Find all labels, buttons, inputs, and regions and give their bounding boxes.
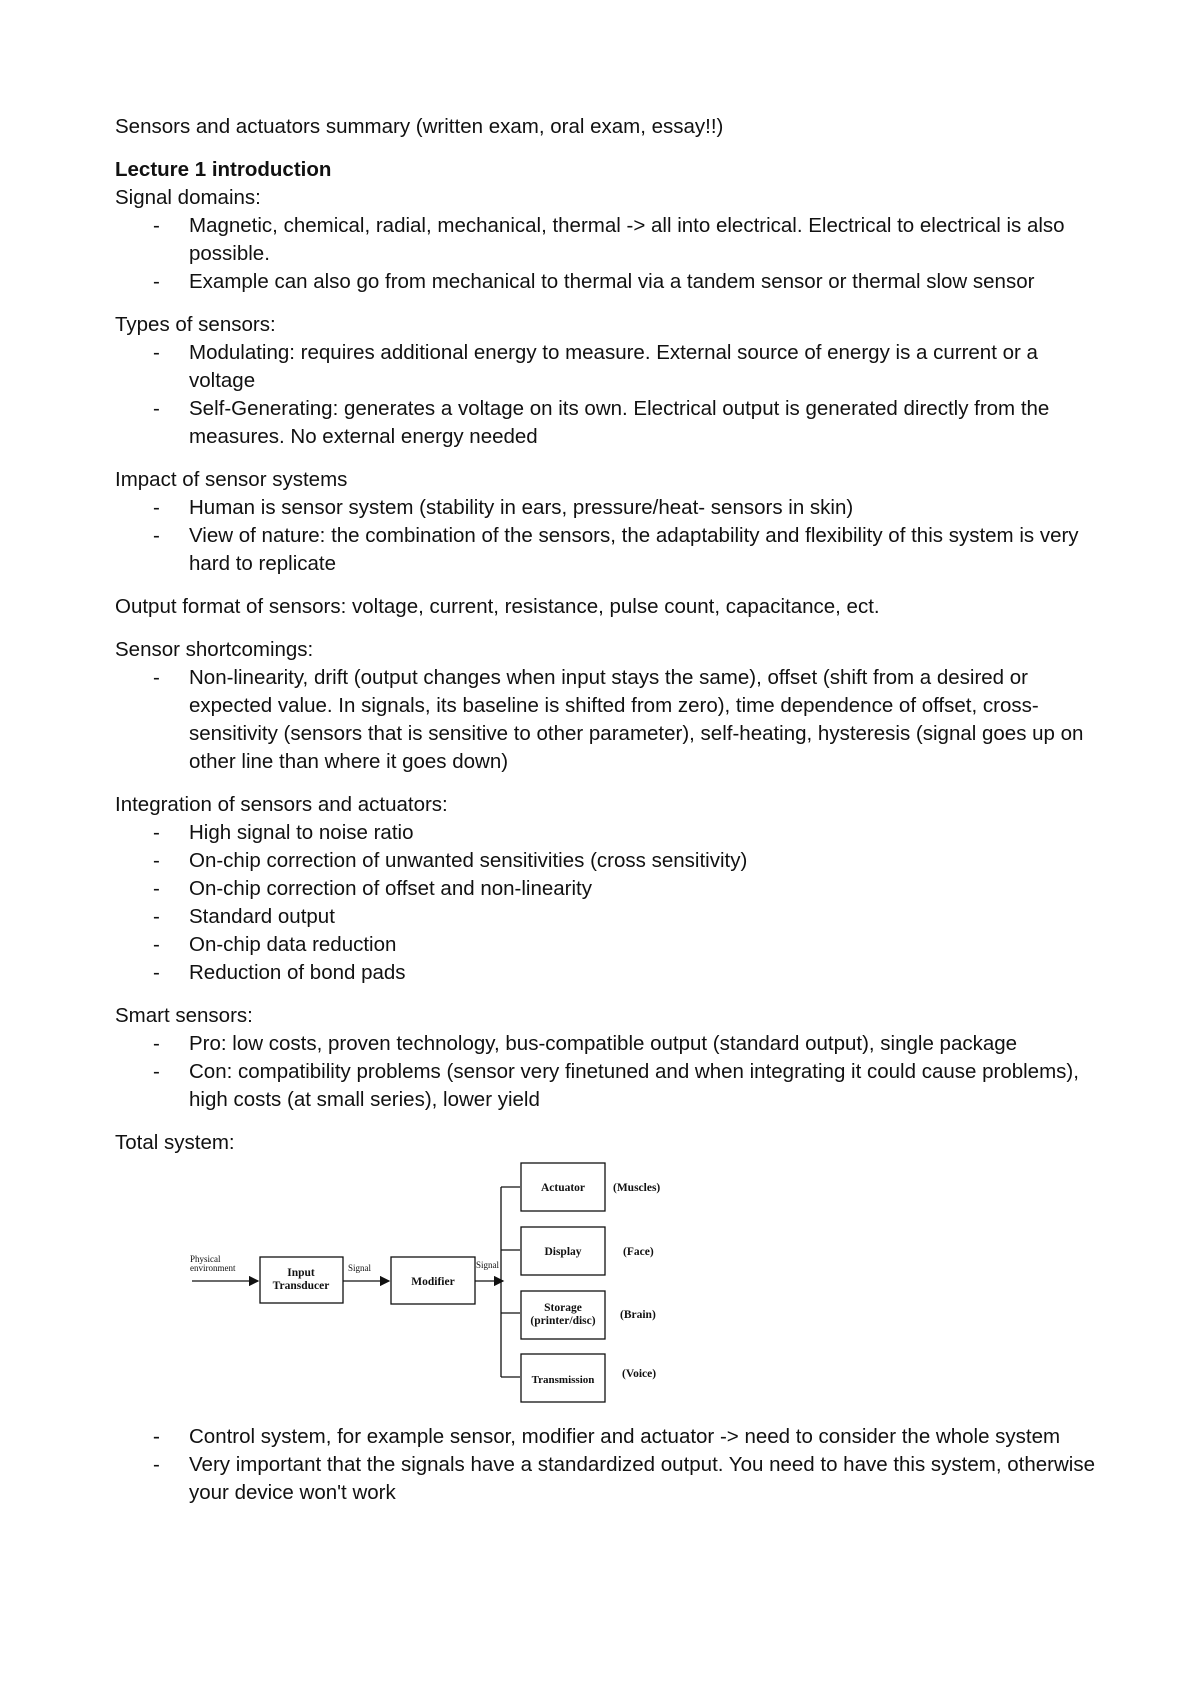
list-item: - Standard output [115,903,1100,931]
bullet-list [115,1423,1100,1507]
list-item: - Magnetic, chemical, radial, mechanical, thermal -> all into electrical. Electrical to electrical is also possible. [115,212,1100,268]
list-item: - Control system, for example sensor, modifier and actuator -> need to consider the whole system [115,1423,1100,1451]
section-integration [115,791,1100,987]
section-title: Signal domains: [115,186,261,209]
section-smart-sensors [115,1002,1100,1114]
block-diagram [190,1161,660,1423]
section-output-format [115,593,1100,621]
display-analogy: (Face) [623,1246,654,1258]
total-system-diagram [115,1161,1100,1423]
list-item: - View of nature: the combination of the sensors, the adaptability and flexibility of this system is very hard to replicate [115,522,1100,578]
input-transducer-label: Input [287,1267,315,1279]
input-transducer-label: Transducer [272,1280,330,1292]
env-label: Physical [190,1254,221,1264]
section-title: Total system: [115,1131,235,1154]
section-total-system [115,1129,1100,1507]
signal-label: Signal [348,1263,372,1273]
output-format-text: Output format of sensors: voltage, current, resistance, pulse count, capacitance, ect. [115,595,880,618]
section-title: Impact of sensor systems [115,468,348,491]
list-item: - On-chip correction of offset and non-linearity [115,875,1100,903]
bullet-list [115,664,1100,776]
bullet-list [115,212,1100,296]
section-title: Integration of sensors and actuators: [115,793,448,816]
list-item: - Example can also go from mechanical to thermal via a tandem sensor or thermal slow sensor [115,268,1100,296]
document-title: Sensors and actuators summary (written exam, oral exam, essay!!) [115,115,724,138]
list-item: - Pro: low costs, proven technology, bus-compatible output (standard output), single package [115,1030,1100,1058]
list-item: - Reduction of bond pads [115,959,1100,987]
display-label: Display [544,1246,582,1258]
section-shortcomings [115,636,1100,776]
bullet-list [115,1030,1100,1114]
list-item: - Con: compatibility problems (sensor very finetuned and when integrating it could cause problems), high costs (at small series), lower yield [115,1058,1100,1114]
transmission-label: Transmission [531,1374,595,1386]
bullet-list [115,494,1100,578]
list-item: - High signal to noise ratio [115,819,1100,847]
list-item: - Modulating: requires additional energy to measure. External source of energy is a current or a voltage [115,339,1100,395]
list-item: - On-chip correction of unwanted sensitivities (cross sensitivity) [115,847,1100,875]
signal-label: Signal [476,1260,500,1270]
storage-label: Storage [544,1302,582,1314]
list-item: - Non-linearity, drift (output changes when input stays the same), offset (shift from a desired or expected value. In signals, its baseline is shifted from zero), time dependence of offset, cross-sensitivity (sensors that is sensitive to other parameter), self-heating, hysteresis (signal goes up on other line than where it goes down) [115,664,1100,776]
modifier-label: Modifier [411,1276,455,1288]
document-body [115,113,1100,1522]
list-item: - Self-Generating: generates a voltage on its own. Electrical output is generated directly from the measures. No external energy needed [115,395,1100,451]
bullet-list [115,339,1100,451]
section-types-of-sensors [115,311,1100,451]
storage-label: (printer/disc) [530,1315,596,1327]
lecture-heading: Lecture 1 introduction [115,158,332,181]
list-item: - Human is sensor system (stability in ears, pressure/heat- sensors in skin) [115,494,1100,522]
env-label: environment [190,1263,236,1273]
section-title: Sensor shortcomings: [115,638,314,661]
actuator-analogy: (Muscles) [613,1182,660,1194]
section-title: Smart sensors: [115,1004,253,1027]
transmission-analogy: (Voice) [622,1368,657,1380]
list-item: - Very important that the signals have a standardized output. You need to have this system, otherwise your device won't work [115,1451,1100,1507]
section-signal-domains [115,184,1100,296]
storage-analogy: (Brain) [620,1309,656,1321]
bullet-list [115,819,1100,987]
section-title: Types of sensors: [115,313,276,336]
list-item: - On-chip data reduction [115,931,1100,959]
actuator-label: Actuator [540,1182,586,1194]
section-impact [115,466,1100,578]
